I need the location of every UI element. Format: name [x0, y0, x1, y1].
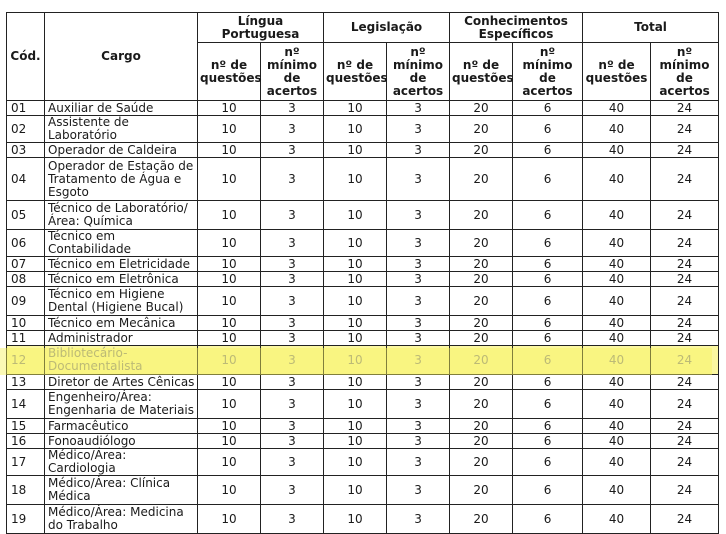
- cell-value: 10: [324, 201, 387, 230]
- table-row: [7, 158, 719, 201]
- table-row: [7, 116, 719, 143]
- cell-value: 20: [450, 316, 513, 331]
- sub-header-minimo: nº mínimo de acertos: [387, 43, 450, 101]
- cell-cod: 15: [7, 419, 45, 434]
- cell-value: 10: [324, 434, 387, 449]
- cell-cargo: Bibliotecário-Documentalista: [45, 346, 198, 375]
- cell-value: 3: [261, 476, 324, 505]
- table-row: [7, 346, 719, 375]
- sub-header-minimo: nº mínimo de acertos: [651, 43, 719, 101]
- cell-value: 6: [513, 476, 583, 505]
- table-row: [7, 419, 719, 434]
- cell-cod: 08: [7, 272, 45, 287]
- cell-value: 3: [387, 375, 450, 390]
- cell-value: 40: [583, 158, 651, 201]
- cell-cod: 13: [7, 375, 45, 390]
- group-header-conhecimentos: Conhecimentos Específicos: [450, 13, 583, 43]
- cell-cargo: Operador de Estação de Tratamento de Água e Esgoto: [45, 158, 198, 201]
- cell-value: 10: [198, 505, 261, 534]
- cell-value: 24: [651, 287, 719, 316]
- cell-value: 3: [261, 505, 324, 534]
- cell-value: 6: [513, 116, 583, 143]
- cell-value: 10: [324, 419, 387, 434]
- table-row: [7, 101, 719, 116]
- table-row: [7, 272, 719, 287]
- cell-value: 20: [450, 375, 513, 390]
- cell-value: 3: [387, 143, 450, 158]
- table-row: [7, 287, 719, 316]
- cell-value: 6: [513, 230, 583, 257]
- cell-value: 3: [387, 257, 450, 272]
- table-row: [7, 505, 719, 534]
- cell-value: 3: [261, 375, 324, 390]
- cell-value: 20: [450, 449, 513, 476]
- cell-cargo: Farmacêutico: [45, 419, 198, 434]
- cell-value: 10: [324, 116, 387, 143]
- cell-value: 24: [651, 434, 719, 449]
- cell-value: 3: [261, 287, 324, 316]
- cell-value: 3: [261, 449, 324, 476]
- cell-value: 3: [387, 201, 450, 230]
- cell-value: 40: [583, 316, 651, 331]
- table-row: [7, 143, 719, 158]
- cell-value: 20: [450, 476, 513, 505]
- cell-cod: 06: [7, 230, 45, 257]
- cell-value: 20: [450, 158, 513, 201]
- cell-value: 3: [387, 346, 450, 375]
- cell-value: 24: [651, 272, 719, 287]
- cell-cargo: Assistente de Laboratório: [45, 116, 198, 143]
- cell-value: 10: [198, 230, 261, 257]
- cell-value: 40: [583, 449, 651, 476]
- cell-value: 40: [583, 346, 651, 375]
- cell-value: 40: [583, 230, 651, 257]
- cell-value: 20: [450, 331, 513, 346]
- cell-value: 3: [261, 201, 324, 230]
- cell-value: 24: [651, 390, 719, 419]
- cell-cod: 07: [7, 257, 45, 272]
- cell-value: 10: [198, 390, 261, 419]
- cell-cargo: Técnico em Eletricidade: [45, 257, 198, 272]
- cell-value: 3: [387, 316, 450, 331]
- cell-cargo: Técnico em Contabilidade: [45, 230, 198, 257]
- cell-value: 20: [450, 101, 513, 116]
- cell-value: 40: [583, 331, 651, 346]
- cell-value: 3: [387, 287, 450, 316]
- cell-value: 3: [261, 116, 324, 143]
- table-row: [7, 375, 719, 390]
- cell-value: 6: [513, 201, 583, 230]
- cell-value: 6: [513, 505, 583, 534]
- cell-value: 10: [324, 287, 387, 316]
- sub-header-questoes: nº de questões: [198, 43, 261, 101]
- cell-cod: 16: [7, 434, 45, 449]
- cell-cargo: Engenheiro/Área: Engenharia de Materiais: [45, 390, 198, 419]
- group-header-lingua-portuguesa: Língua Portuguesa: [198, 13, 324, 43]
- cell-value: 10: [324, 143, 387, 158]
- cell-value: 10: [324, 390, 387, 419]
- cell-cargo: Diretor de Artes Cênicas: [45, 375, 198, 390]
- cell-value: 40: [583, 101, 651, 116]
- cell-value: 24: [651, 143, 719, 158]
- cell-value: 3: [387, 419, 450, 434]
- cell-value: 40: [583, 476, 651, 505]
- cell-cod: 05: [7, 201, 45, 230]
- table-row: [7, 449, 719, 476]
- cell-value: 10: [324, 476, 387, 505]
- cell-value: 24: [651, 257, 719, 272]
- cell-value: 3: [261, 346, 324, 375]
- positions-table: [6, 12, 719, 534]
- cell-value: 3: [261, 419, 324, 434]
- cell-cargo: Técnico de Laboratório/ Área: Química: [45, 201, 198, 230]
- cell-value: 6: [513, 257, 583, 272]
- cell-cargo: Técnico em Mecânica: [45, 316, 198, 331]
- cell-value: 20: [450, 116, 513, 143]
- cell-value: 20: [450, 201, 513, 230]
- cell-value: 40: [583, 257, 651, 272]
- cell-value: 3: [261, 158, 324, 201]
- cell-value: 20: [450, 434, 513, 449]
- cell-value: 3: [387, 101, 450, 116]
- cell-value: 6: [513, 272, 583, 287]
- cell-value: 3: [261, 257, 324, 272]
- cell-cargo: Médico/Área: Medicina do Trabalho: [45, 505, 198, 534]
- cell-value: 24: [651, 449, 719, 476]
- table-row: [7, 476, 719, 505]
- table-row: [7, 230, 719, 257]
- sub-header-minimo: nº mínimo de acertos: [513, 43, 583, 101]
- cell-value: 3: [261, 272, 324, 287]
- cell-cod: 03: [7, 143, 45, 158]
- cell-cod: 18: [7, 476, 45, 505]
- table-row: [7, 331, 719, 346]
- col-header-cod: Cód.: [7, 13, 45, 101]
- cell-value: 10: [198, 419, 261, 434]
- cell-cargo: Administrador: [45, 331, 198, 346]
- cell-value: 40: [583, 201, 651, 230]
- cell-value: 24: [651, 101, 719, 116]
- cell-cargo: Técnico em Higiene Dental (Higiene Bucal): [45, 287, 198, 316]
- cell-value: 20: [450, 143, 513, 158]
- cell-value: 3: [261, 143, 324, 158]
- cell-value: 20: [450, 505, 513, 534]
- cell-value: 10: [324, 449, 387, 476]
- cell-value: 10: [198, 434, 261, 449]
- cell-value: 3: [261, 230, 324, 257]
- cell-cargo: Técnico em Eletrônica: [45, 272, 198, 287]
- cell-cod: 04: [7, 158, 45, 201]
- cell-value: 10: [324, 375, 387, 390]
- cell-value: 10: [324, 331, 387, 346]
- cell-value: 3: [261, 331, 324, 346]
- group-header-legislacao: Legislação: [324, 13, 450, 43]
- cell-value: 6: [513, 158, 583, 201]
- cell-value: 10: [198, 116, 261, 143]
- cell-cod: 10: [7, 316, 45, 331]
- cell-value: 24: [651, 158, 719, 201]
- table-row: [7, 257, 719, 272]
- cell-value: 10: [198, 257, 261, 272]
- sub-header-minimo: nº mínimo de acertos: [261, 43, 324, 101]
- cell-value: 10: [198, 101, 261, 116]
- cell-value: 40: [583, 419, 651, 434]
- cell-value: 10: [198, 375, 261, 390]
- cell-value: 10: [324, 346, 387, 375]
- cell-value: 40: [583, 116, 651, 143]
- cell-value: 40: [583, 390, 651, 419]
- cell-cod: 09: [7, 287, 45, 316]
- cell-value: 40: [583, 434, 651, 449]
- cell-value: 24: [651, 316, 719, 331]
- cell-value: 40: [583, 272, 651, 287]
- cell-value: 10: [198, 449, 261, 476]
- sub-header-questoes: nº de questões: [450, 43, 513, 101]
- table-row: [7, 434, 719, 449]
- cell-value: 10: [198, 331, 261, 346]
- cell-value: 6: [513, 390, 583, 419]
- cell-value: 24: [651, 116, 719, 143]
- cell-value: 10: [198, 476, 261, 505]
- cell-value: 10: [324, 505, 387, 534]
- cell-value: 3: [387, 505, 450, 534]
- cell-value: 40: [583, 505, 651, 534]
- cell-value: 3: [261, 390, 324, 419]
- table-row: [7, 316, 719, 331]
- cell-cod: 11: [7, 331, 45, 346]
- cell-value: 3: [261, 101, 324, 116]
- col-header-cargo: Cargo: [45, 13, 198, 101]
- cell-value: 40: [583, 287, 651, 316]
- cell-value: 3: [387, 230, 450, 257]
- cell-value: 10: [324, 158, 387, 201]
- cell-value: 10: [324, 316, 387, 331]
- cell-value: 3: [387, 158, 450, 201]
- cell-cod: 01: [7, 101, 45, 116]
- cell-value: 20: [450, 287, 513, 316]
- cell-value: 10: [324, 272, 387, 287]
- cell-value: 6: [513, 375, 583, 390]
- cell-cod: 14: [7, 390, 45, 419]
- cell-cod: 02: [7, 116, 45, 143]
- cell-value: 3: [387, 434, 450, 449]
- cell-value: 6: [513, 101, 583, 116]
- cell-cargo: Operador de Caldeira: [45, 143, 198, 158]
- cell-value: 10: [324, 257, 387, 272]
- cell-value: 20: [450, 257, 513, 272]
- cell-value: 3: [261, 434, 324, 449]
- cell-value: 6: [513, 434, 583, 449]
- cell-value: 20: [450, 272, 513, 287]
- cell-value: 20: [450, 230, 513, 257]
- cell-value: 3: [387, 272, 450, 287]
- cell-value: 24: [651, 419, 719, 434]
- table-row: [7, 201, 719, 230]
- table-row: [7, 390, 719, 419]
- cell-value: 3: [387, 331, 450, 346]
- cell-value: 40: [583, 375, 651, 390]
- cell-value: 24: [651, 476, 719, 505]
- cell-cargo: Médico/Área: Clínica Médica: [45, 476, 198, 505]
- cell-value: 40: [583, 143, 651, 158]
- sub-header-questoes: nº de questões: [583, 43, 651, 101]
- cell-value: 3: [387, 449, 450, 476]
- cell-cargo: Auxiliar de Saúde: [45, 101, 198, 116]
- cell-cod: 12: [7, 346, 45, 375]
- cell-value: 6: [513, 346, 583, 375]
- cell-cargo: Médico/Área: Cardiologia: [45, 449, 198, 476]
- cell-value: 3: [387, 390, 450, 419]
- cell-value: 24: [651, 201, 719, 230]
- cell-value: 6: [513, 143, 583, 158]
- cell-value: 24: [651, 230, 719, 257]
- cell-value: 10: [324, 101, 387, 116]
- cell-value: 10: [198, 346, 261, 375]
- cell-value: 24: [651, 331, 719, 346]
- cell-value: 24: [651, 505, 719, 534]
- cell-value: 10: [198, 158, 261, 201]
- cell-value: 24: [651, 375, 719, 390]
- cell-value: 10: [198, 201, 261, 230]
- cell-value: 6: [513, 331, 583, 346]
- cell-value: 10: [198, 287, 261, 316]
- cell-cod: 17: [7, 449, 45, 476]
- cell-value: 20: [450, 346, 513, 375]
- cell-value: 3: [261, 316, 324, 331]
- cell-value: 10: [198, 143, 261, 158]
- cell-value: 10: [198, 316, 261, 331]
- cell-value: 24: [651, 346, 719, 375]
- group-header-total: Total: [583, 13, 719, 43]
- cell-value: 20: [450, 390, 513, 419]
- cell-value: 6: [513, 419, 583, 434]
- cell-value: 3: [387, 476, 450, 505]
- cell-value: 3: [387, 116, 450, 143]
- cell-cargo: Fonoaudiólogo: [45, 434, 198, 449]
- sub-header-questoes: nº de questões: [324, 43, 387, 101]
- cell-value: 10: [198, 272, 261, 287]
- cell-value: 6: [513, 287, 583, 316]
- cell-value: 6: [513, 316, 583, 331]
- cell-value: 10: [324, 230, 387, 257]
- cell-cod: 19: [7, 505, 45, 534]
- cell-value: 6: [513, 449, 583, 476]
- cell-value: 20: [450, 419, 513, 434]
